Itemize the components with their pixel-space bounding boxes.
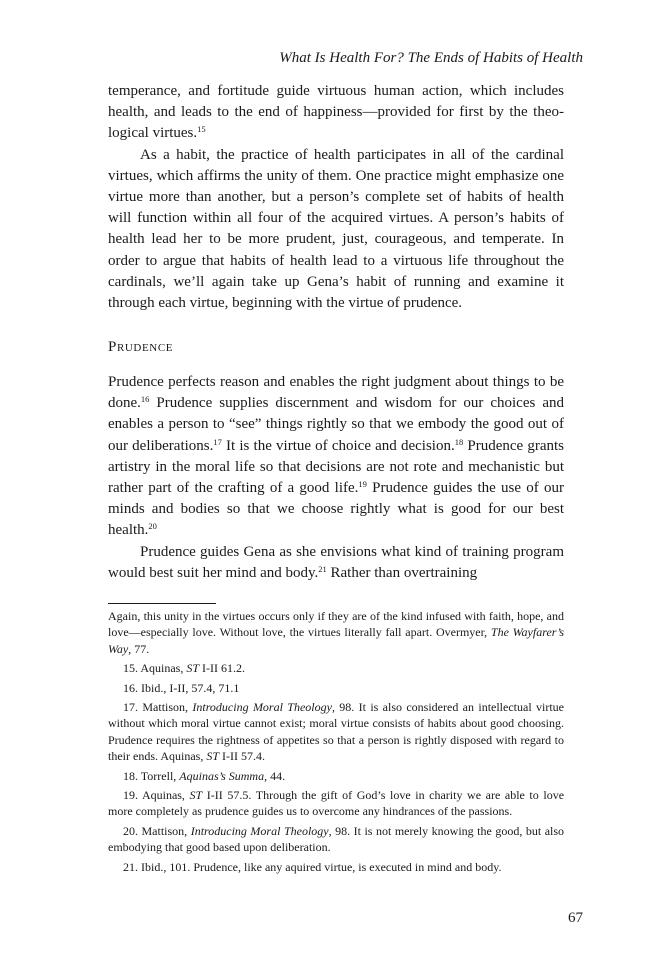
footnote-title: ST: [189, 788, 203, 803]
footnote-text: , 44.: [264, 768, 286, 783]
footnotes: [108, 608, 564, 878]
paragraph-1: [108, 81, 564, 145]
footnote-21: [108, 859, 564, 875]
page-number: 67: [568, 910, 583, 926]
paragraph-1-text: temperance, and fortitude guide virtuous human action, which includes health, and leads to the end of happiness—provided for first by the theological virtues.: [108, 83, 564, 142]
footnote-text: I-II 61.2.: [199, 661, 246, 676]
note-ref-18[interactable]: 18: [454, 436, 464, 447]
paragraph-3: [108, 372, 564, 542]
footnote-title: ST: [206, 749, 220, 764]
paragraph-3-text: Prudence grants artistry in the moral life so that decisions are not rote and mechanistic but rather part of the crafting of a good life.: [108, 437, 564, 497]
paragraph-3-text: Prudence guides the use of our minds and bodies so that we choose rightly what is good for our best health.: [108, 480, 564, 539]
footnote-title: ST: [186, 661, 200, 676]
paragraph-4-text: Rather than overtraining: [326, 564, 478, 581]
footnote-number: 17.: [123, 700, 138, 715]
footnote-text: Mattison,: [141, 823, 191, 838]
footnote-text: Again, this unity in the virtues occurs only if they are of the kind infused with faith, hope, and love—especially love. Without love, the virtues literally fall apart. Overmyer,: [108, 609, 564, 640]
running-head: What Is Health For? The Ends of Habits of Health: [279, 50, 583, 66]
footnote-text: Aquinas,: [140, 661, 187, 676]
note-ref-19[interactable]: 19: [358, 479, 367, 490]
note-ref-20[interactable]: 20: [148, 521, 157, 532]
paragraph-3-text: It is the virtue of choice and decision.: [221, 437, 455, 454]
footnote-continuation: [108, 608, 564, 657]
note-ref-15[interactable]: 15: [197, 124, 206, 135]
note-ref-21[interactable]: 21: [318, 563, 327, 574]
footnote-text: , 98. It is not merely knowing the good, but also embodying that good based upon deliberation.: [108, 823, 565, 855]
footnote-16: [108, 680, 564, 696]
footnote-number: 18.: [123, 768, 138, 783]
body-text-prudence: [108, 372, 564, 584]
footnote-number: 15.: [123, 661, 138, 676]
paragraph-3-text: Prudence perfects reason and enables the right judgment about things to be done.: [108, 374, 564, 412]
footnote-text: I-II 57.4.: [219, 749, 265, 764]
footnote-title: Introducing Moral Theology: [192, 700, 332, 715]
note-ref-17[interactable]: 17: [213, 436, 222, 447]
footnote-17: [108, 699, 564, 765]
footnote-text: Ibid., I-II, 57.4, 71.1: [141, 680, 240, 695]
footnote-rule: [108, 603, 216, 604]
note-ref-16[interactable]: 16: [140, 394, 150, 405]
footnote-text: , 77.: [128, 641, 150, 656]
paragraph-3-text: Prudence supplies discernment and wisdom for our choices and enables a person to “see” things rightly so that we embody the good out of our deliberations.: [108, 395, 564, 454]
paragraph-4-text: Prudence guides Gena as she envisions what kind of training program would best suit her mind and body.: [108, 543, 564, 581]
footnote-18: [108, 768, 564, 784]
section-heading-prudence: Prudence: [108, 339, 174, 355]
paragraph-4: [108, 542, 564, 584]
footnote-15: [108, 660, 564, 676]
footnote-number: 21.: [123, 859, 138, 874]
footnote-text: Torrell,: [140, 768, 180, 783]
footnote-text: , 98. It is also considered an intellectual virtue without which moral virtue cannot exist; moral virtue consists of habits about good choosing. Prudence requires the rightness of appetites so that a person is rightly disposed with regard to their ends. Aquinas,: [108, 700, 565, 764]
footnote-20: [108, 823, 564, 856]
body-text-top: [108, 81, 564, 314]
footnote-number: 20.: [123, 823, 138, 838]
footnote-19: [108, 787, 564, 820]
footnote-title: The Wayfarer’s Way: [108, 625, 564, 656]
footnote-title: Introducing Moral Theology: [190, 823, 329, 838]
footnote-text: Aquinas,: [141, 788, 190, 803]
footnote-title: Aquinas’s Summa: [179, 768, 265, 783]
footnote-text: I-II 57.5. Through the gift of God’s love in charity we are able to love more completely as prudence guides us to overcome any hindrances of the passions.: [108, 788, 565, 819]
footnote-number: 16.: [123, 680, 138, 695]
footnote-number: 19.: [123, 788, 138, 803]
paragraph-2: As a habit, the practice of health participates in all of the cardinal virtues, which affirms the unity of them. One practice might emphasize one virtue more than another, but a person’s complete set of habits of health will function within all four of the acquired virtues. A person’s habits of health lead her to be more prudent, just, courageous, and temperate. In order to argue that habits of health lead to a virtuous life throughout the cardinals, we’ll again take up Gena’s habit of running and examine it through each virtue, beginning with the virtue of prudence.: [108, 146, 564, 312]
footnote-text: Mattison,: [142, 700, 193, 715]
footnote-text: Ibid., 101. Prudence, like any aquired virtue, is executed in mind and body.: [141, 859, 502, 874]
